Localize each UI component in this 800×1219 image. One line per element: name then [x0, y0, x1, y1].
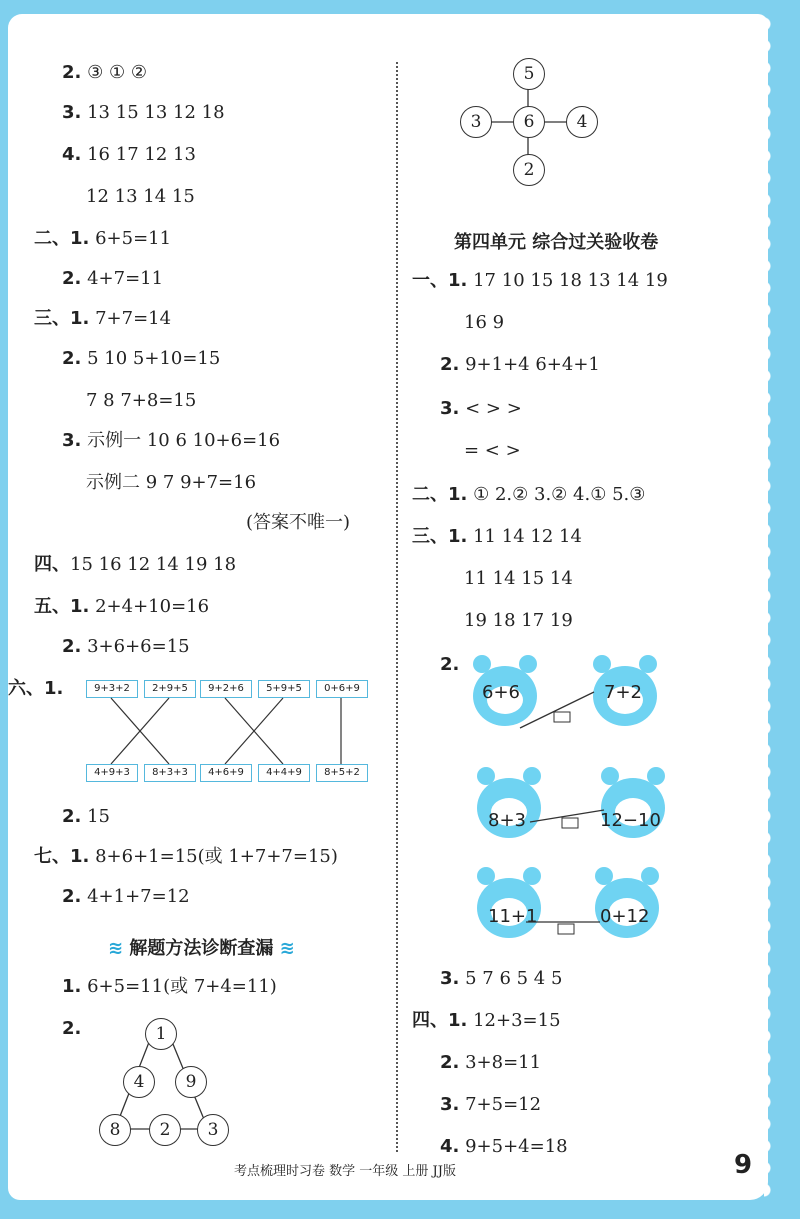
answer-line: 12 13 14 15 — [86, 186, 195, 207]
answer-line: = < > — [464, 440, 521, 461]
answer-note: (答案不唯一) — [246, 512, 351, 533]
answer-line: 二、1. ① 2.② 3.② 4.① 5.③ — [412, 484, 646, 505]
answer-line: 四、15 16 12 14 19 18 — [34, 554, 237, 575]
triangle-node: 8 — [99, 1114, 131, 1146]
answer-line: 2. 4+1+7=12 — [62, 886, 190, 907]
answer-line: 2. 4+7=11 — [62, 268, 164, 289]
answer-line: 四、1. 12+3=15 — [412, 1010, 561, 1031]
bear-expression: 8+3 — [488, 810, 526, 831]
triangle-node: 9 — [175, 1066, 207, 1098]
answer-line: 3. 13 15 13 12 18 — [62, 102, 225, 123]
cross-node: 5 — [513, 58, 545, 90]
answer-line: 4. 16 17 12 13 — [62, 144, 196, 165]
triangle-node: 2 — [149, 1114, 181, 1146]
answer-line: 二、1. 6+5=11 — [34, 228, 172, 249]
cross-node: 4 — [566, 106, 598, 138]
card-top: 9+2+6 — [200, 680, 252, 698]
bear-expression: 11+1 — [488, 906, 538, 927]
answer-line: 11 14 15 14 — [464, 568, 573, 589]
card-bottom: 4+9+3 — [86, 764, 138, 782]
triangle-lines — [8, 14, 388, 1200]
answer-line: 一、1. 17 10 15 18 13 14 19 — [412, 270, 668, 291]
balance-icon — [518, 690, 598, 730]
bear-expression: 12−10 — [600, 810, 661, 831]
answer-line: 3. < > > — [440, 398, 522, 419]
answer-line: 2. 9+1+4 6+4+1 — [440, 354, 600, 375]
answer-line: 五、1. 2+4+10=16 — [34, 596, 210, 617]
answer-line: 16 9 — [464, 312, 505, 333]
cross-node: 2 — [513, 154, 545, 186]
answer-line: 19 18 17 19 — [464, 610, 573, 631]
card-bottom: 8+3+3 — [144, 764, 196, 782]
answer-line: 4. 9+5+4=18 — [440, 1136, 568, 1157]
bear-expression: 0+12 — [600, 906, 650, 927]
answer-line: 示例二 9 7 9+7=16 — [86, 472, 257, 493]
answer-line: 七、1. 8+6+1=15(或 1+7+7=15) — [34, 846, 338, 867]
card-top: 2+9+5 — [144, 680, 196, 698]
card-bottom: 8+5+2 — [316, 764, 368, 782]
bear-expression: 6+6 — [482, 682, 520, 703]
card-top: 5+9+5 — [258, 680, 310, 698]
page-footer: 考点梳理时习卷 数学 一年级 上册 JJ版 — [234, 1164, 456, 1179]
triangle-node: 1 — [145, 1018, 177, 1050]
answer-line: 2. — [62, 1018, 82, 1039]
unit-title: 第四单元 综合过关验收卷 — [454, 232, 659, 253]
card-top: 0+6+9 — [316, 680, 368, 698]
answer-line: 3. 5 7 6 5 4 5 — [440, 968, 563, 989]
bear-expression: 7+2 — [604, 682, 642, 703]
answer-line: 3. 7+5=12 — [440, 1094, 542, 1115]
balance-icon — [524, 914, 604, 944]
answer-line: 2. 15 — [62, 806, 111, 827]
cross-node: 6 — [513, 106, 545, 138]
balance-icon — [528, 808, 608, 838]
answer-line: 1. 6+5=11(或 7+4=11) — [62, 976, 277, 997]
answer-line: 3. 示例一 10 6 10+6=16 — [62, 430, 281, 451]
answer-line: 2. — [440, 654, 460, 675]
answer-line: 7 8 7+8=15 — [86, 390, 197, 411]
answer-line: 三、1. 7+7=14 — [34, 308, 172, 329]
answer-line: 2. ③ ① ② — [62, 62, 147, 83]
answer-line: 六、1. — [8, 678, 64, 699]
card-bottom: 4+4+9 — [258, 764, 310, 782]
triangle-node: 3 — [197, 1114, 229, 1146]
answer-line: 2. 3+6+6=15 — [62, 636, 190, 657]
cross-node: 3 — [460, 106, 492, 138]
triangle-node: 4 — [123, 1066, 155, 1098]
card-top: 9+3+2 — [86, 680, 138, 698]
section-title: ≋ 解题方法诊断查漏 ≋ — [108, 938, 295, 959]
answer-page — [8, 14, 768, 1200]
answer-line: 三、1. 11 14 12 14 — [412, 526, 582, 547]
page-number: 9 — [734, 1150, 753, 1180]
answer-line: 2. 5 10 5+10=15 — [62, 348, 221, 369]
card-bottom: 4+6+9 — [200, 764, 252, 782]
answer-line: 2. 3+8=11 — [440, 1052, 542, 1073]
column-divider — [396, 62, 398, 1152]
